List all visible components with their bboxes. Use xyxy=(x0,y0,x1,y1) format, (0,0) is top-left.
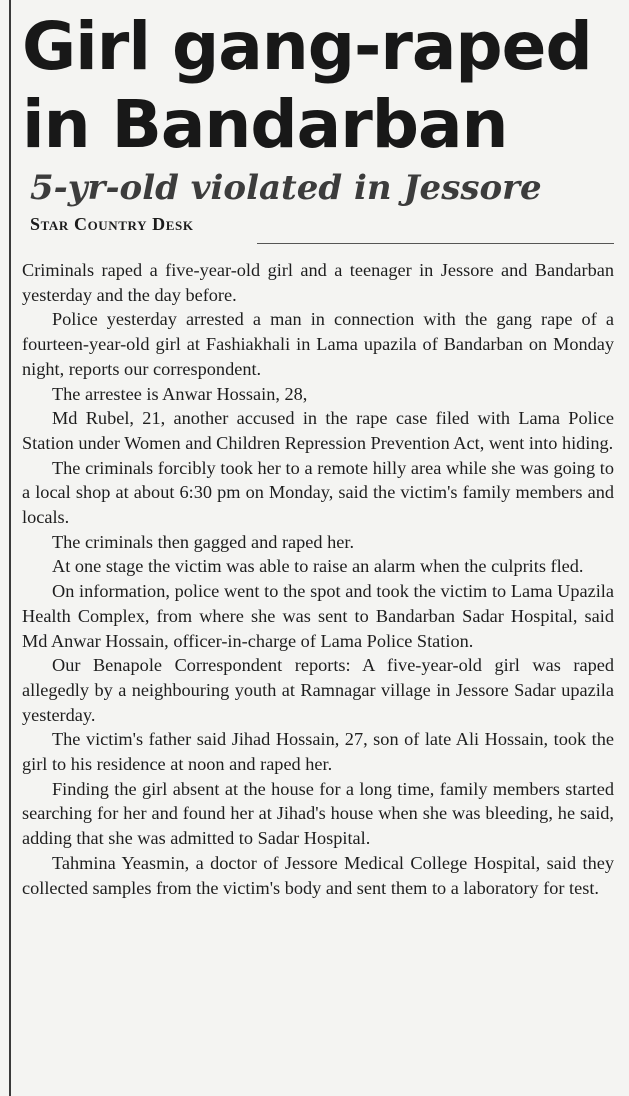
paragraph: Criminals raped a five-year-old girl and a teenager in Jessore and Bandarban yesterday and the day before. xyxy=(22,260,614,305)
byline-divider xyxy=(257,243,614,244)
paragraph: The criminals then gagged and raped her. xyxy=(52,531,355,552)
paragraph: On information, police went to the spot and took the victim to Lama Upazila Health Complex, from where she was sent to Bandarban Sadar Hospital, said Md Anwar Hossain, officer-in-charge of Lama Police Station. xyxy=(22,581,614,651)
headline: Girl gang-raped in Bandarban xyxy=(22,8,592,163)
paragraph: Our Benapole Correspondent reports: A five-year-old girl was raped allegedly by a neighbouring youth at Ramnagar village in Jessore Sadar upazila yesterday. xyxy=(22,655,614,725)
byline: Star Country Desk xyxy=(30,214,194,234)
subheadline: 5-yr-old violated in Jessore xyxy=(30,168,542,208)
paragraph: The victim's father said Jihad Hossain, 27, son of late Ali Hossain, took the girl to his residence at noon and raped her. xyxy=(22,729,614,775)
paragraph: The arrestee is Anwar Hossain, 28, xyxy=(52,383,308,404)
paragraph: Tahmina Yeasmin, a doctor of Jessore Medical College Hospital, said they collected samples from the victim's body and sent them to a laboratory for test. xyxy=(22,852,614,898)
paragraph: Md Rubel, 21, another accused in the rape case filed with Lama Police Station under Women and Children Repression Prevention Act, went into hiding. xyxy=(22,408,614,453)
article-body xyxy=(22,258,614,900)
paragraph: The criminals forcibly took her to a remote hilly area while she was going to a local shop at about 6:30 pm on Monday, said the victim's family members and locals. xyxy=(22,457,614,528)
news-article xyxy=(22,8,614,900)
column-rule xyxy=(9,0,11,1096)
paragraph: Police yesterday arrested a man in connection with the gang rape of a fourteen-year-old girl at Fashiakhali in Lama upazila of Bandarban on Monday night, reports our correspondent. xyxy=(22,309,614,379)
paragraph: Finding the girl absent at the house for a long time, family members started searching for her and found her at Jihad's house when she was bleeding, he said, adding that she was admitted to Sadar Hospital. xyxy=(22,778,614,849)
paragraph: At one stage the victim was able to raise an alarm when the culprits fled. xyxy=(52,556,584,577)
